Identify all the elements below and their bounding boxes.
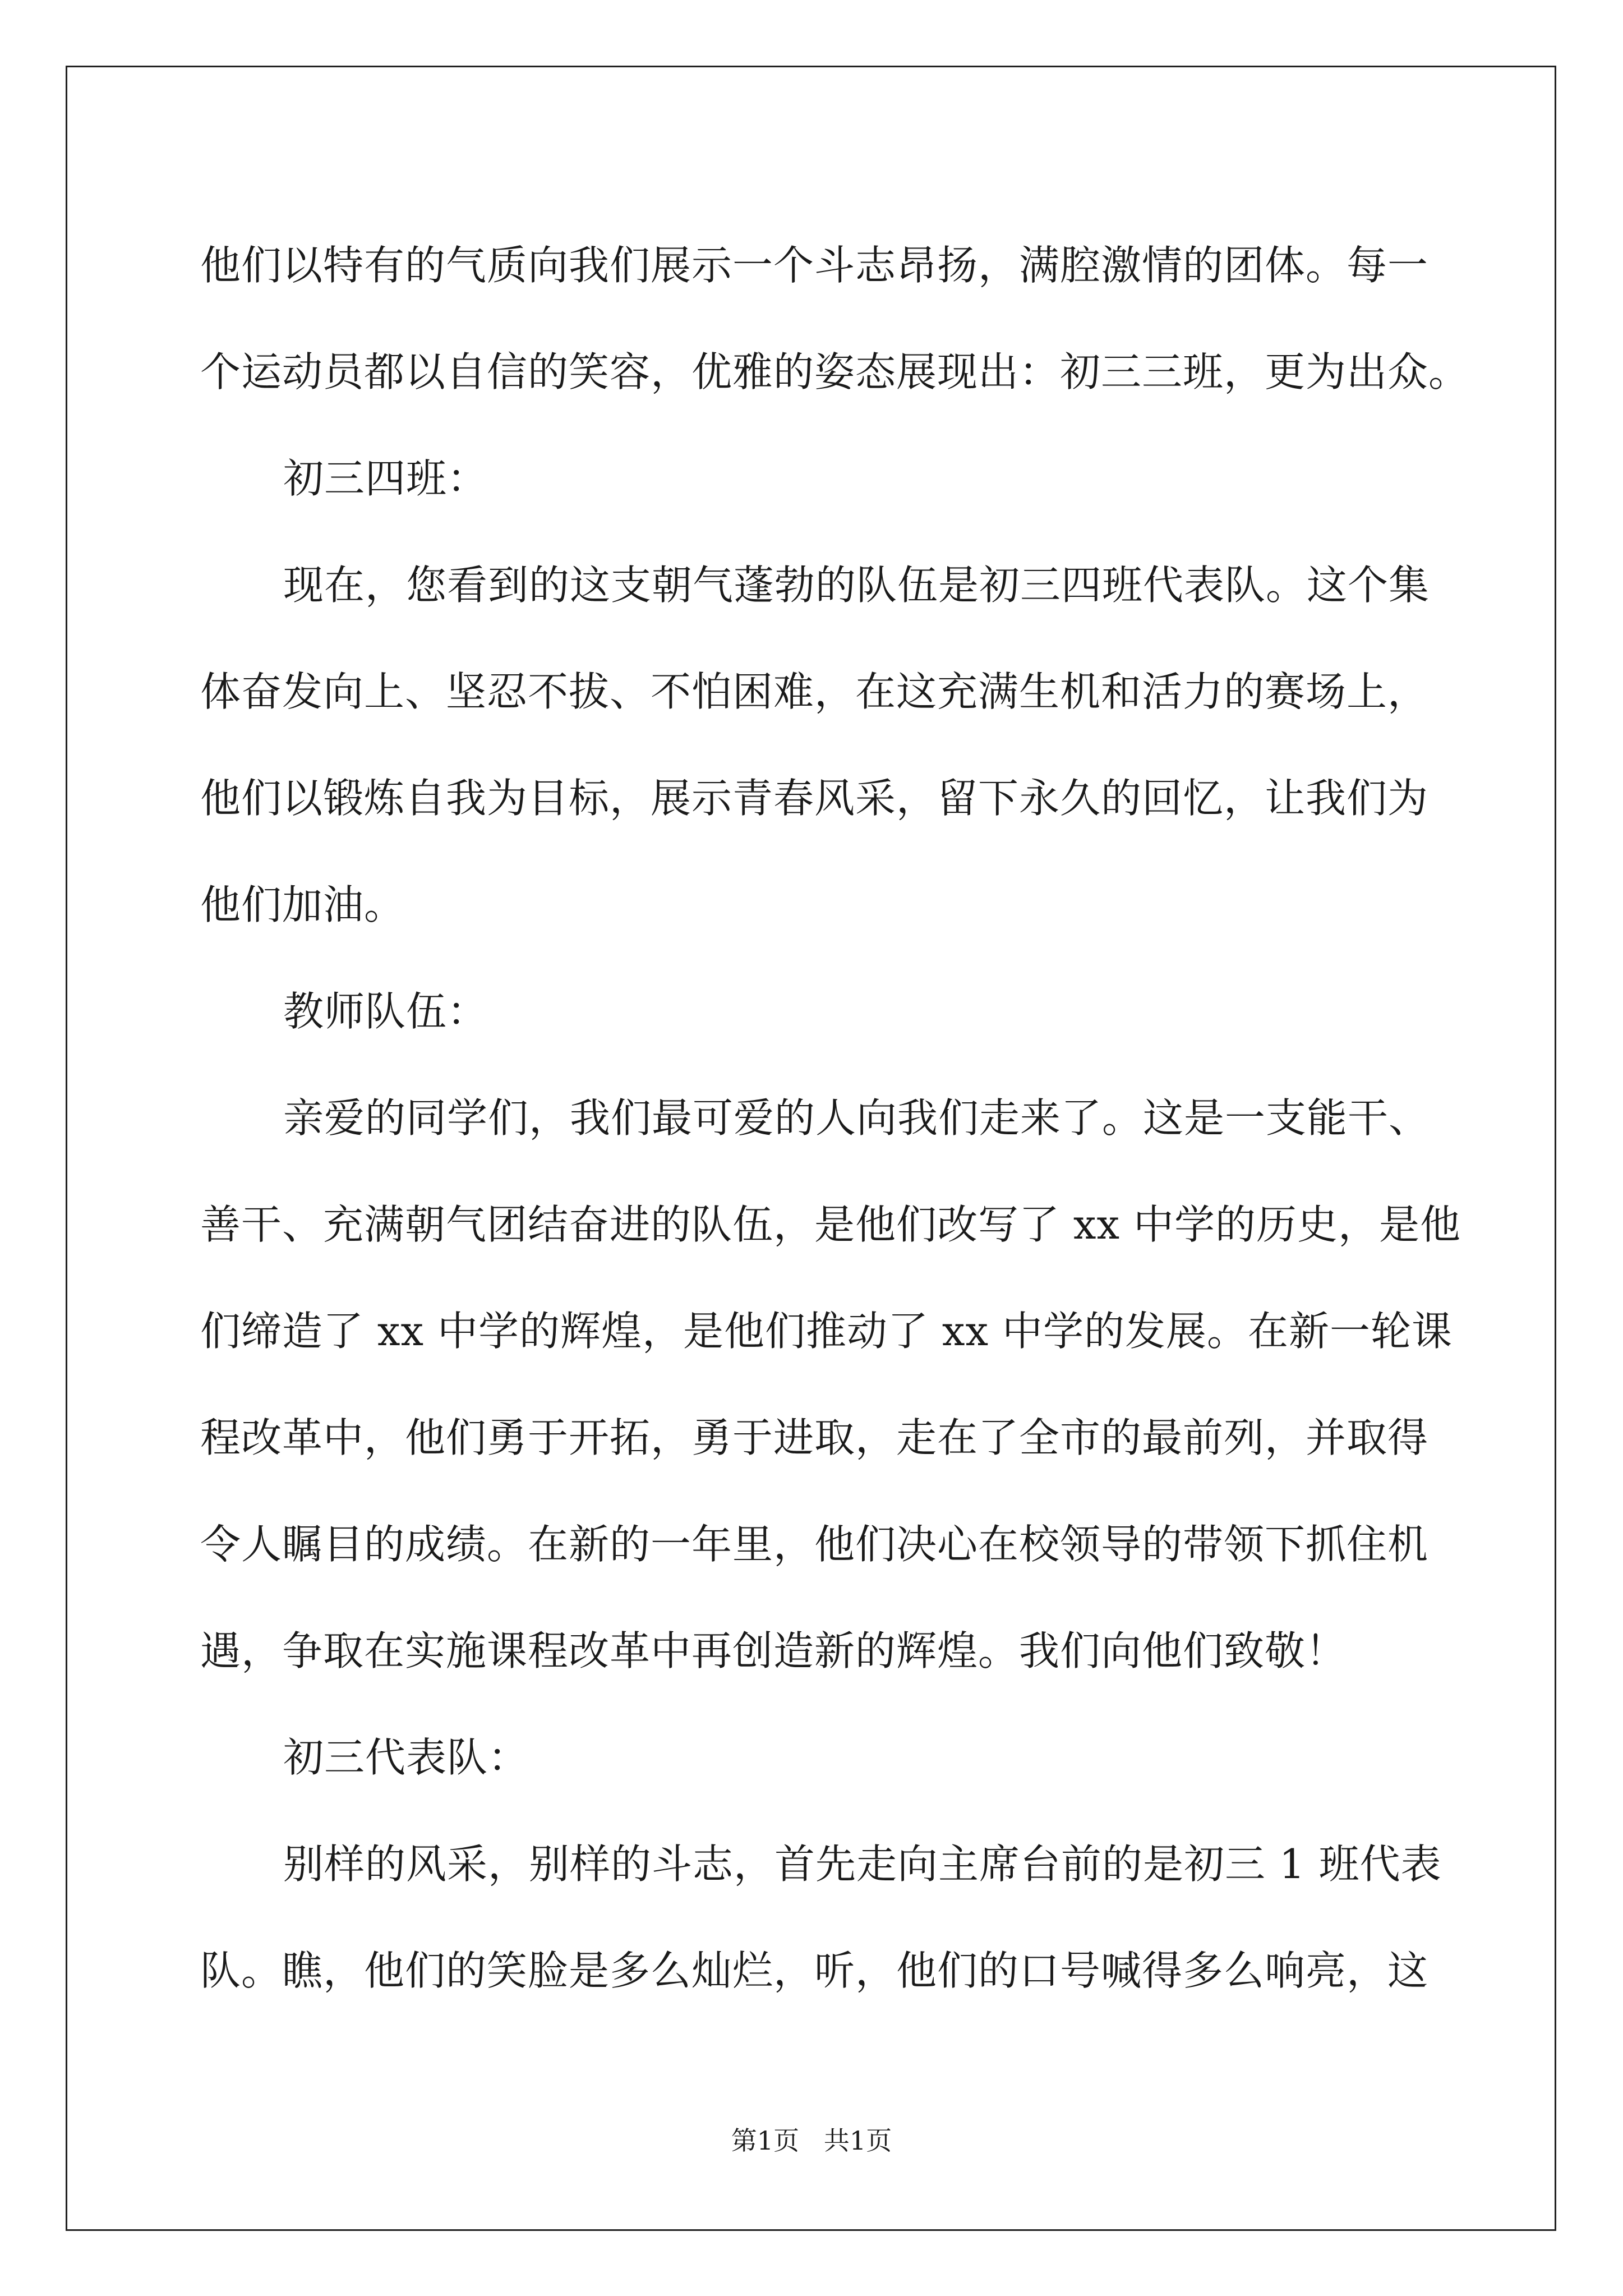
text-line: 们缔造了 xx 中学的辉煌，是他们推动了 xx 中学的发展。在新一轮课	[200, 1308, 1453, 1355]
section-heading: 教师队伍：	[283, 988, 488, 1035]
text-line: 他们以特有的气质向我们展示一个斗志昂扬，满腔激情的团体。每一	[200, 242, 1429, 289]
text-line: 队。瞧，他们的笑脸是多么灿烂，听，他们的口号喊得多么响亮，这	[200, 1947, 1429, 1994]
text-line: 个运动员都以自信的笑容，优雅的姿态展现出：初三三班，更为出众。	[200, 348, 1470, 395]
section-heading: 初三代表队：	[283, 1734, 529, 1781]
text-line: 遇，争取在实施课程改革中再创造新的辉煌。我们向他们致敬！	[200, 1627, 1347, 1674]
text-line: 体奋发向上、坚忍不拔、不怕困难，在这充满生机和活力的赛场上，	[200, 668, 1429, 715]
text-line: 善干、充满朝气团结奋进的队伍，是他们改写了 xx 中学的历史，是他	[200, 1201, 1461, 1248]
text-line: 亲爱的同学们，我们最可爱的人向我们走来了。这是一支能干、	[283, 1094, 1430, 1142]
text-line: 程改革中，他们勇于开拓，勇于进取，走在了全市的最前列，并取得	[200, 1414, 1429, 1461]
text-line: 现在，您看到的这支朝气蓬勃的队伍是初三四班代表队。这个集	[283, 562, 1430, 609]
text-line: 别样的风采，别样的斗志，首先走向主席台前的是初三 1 班代表	[283, 1841, 1442, 1888]
document-body	[200, 212, 1470, 2024]
text-line: 令人瞩目的成绩。在新的一年里，他们决心在校领导的带领下抓住机	[200, 1521, 1429, 1568]
text-line: 他们以锻炼自我为目标，展示青春风采，留下永久的回忆，让我们为	[200, 775, 1429, 822]
page-footer: 第1页 共1页	[731, 2125, 892, 2156]
text-line: 他们加油。	[200, 881, 405, 928]
section-heading: 初三四班：	[283, 455, 488, 502]
